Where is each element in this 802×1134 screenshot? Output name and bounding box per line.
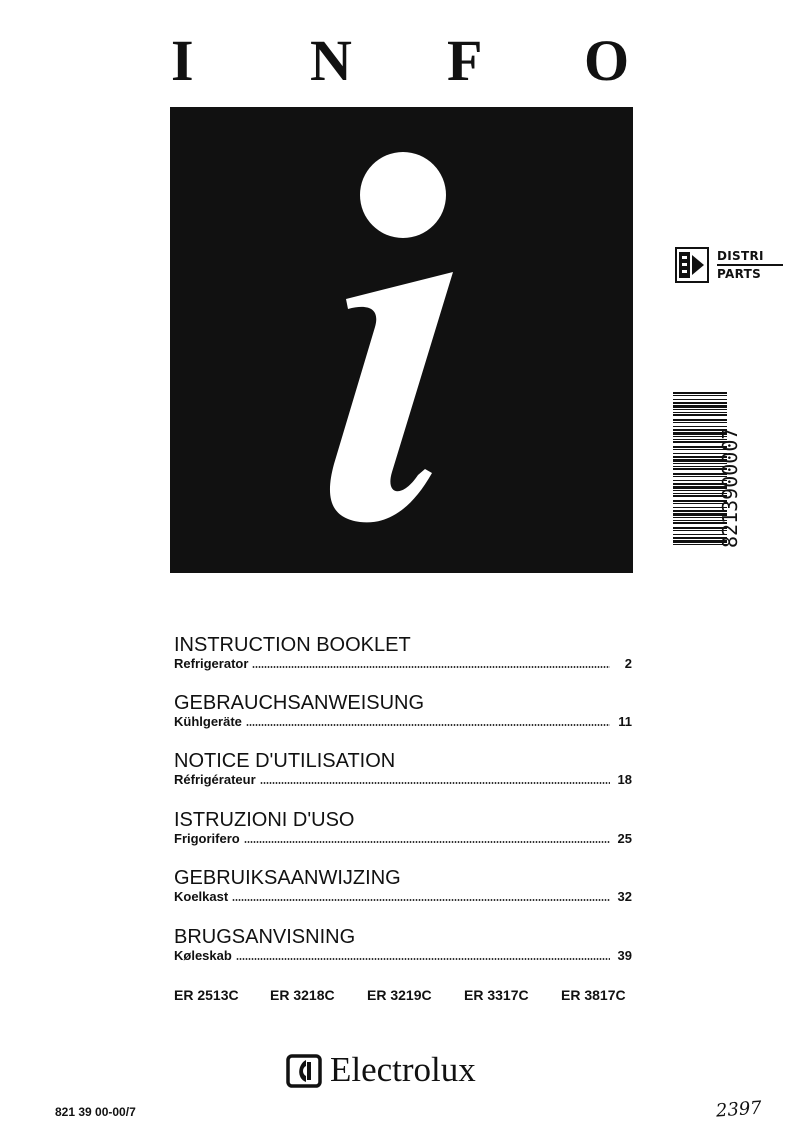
toc-leader xyxy=(236,957,610,961)
header-letter-i: I xyxy=(171,28,194,93)
toc-leader xyxy=(260,781,610,785)
header-letter-o: O xyxy=(584,28,630,93)
toc-heading-da: BRUGSANVISNING xyxy=(174,926,356,948)
brand-name: Electrolux xyxy=(330,1050,476,1089)
barcode-bar xyxy=(673,422,727,423)
header-letter-n: N xyxy=(310,28,352,93)
barcode-bar xyxy=(673,409,727,410)
toc-page-fr: 18 xyxy=(617,772,632,787)
model-number: ER 3219C xyxy=(367,987,432,1003)
toc-leader xyxy=(246,723,610,727)
barcode-bar xyxy=(673,395,727,396)
toc-subject-da: Køleskab xyxy=(174,948,232,963)
toc-row-fr xyxy=(174,772,632,788)
electrolux-logo xyxy=(286,1050,522,1090)
toc-page-en: 2 xyxy=(624,656,632,671)
model-number: ER 3817C xyxy=(561,987,626,1003)
toc-leader xyxy=(244,840,610,844)
toc-heading-de: GEBRAUCHSANWEISUNG xyxy=(174,692,425,714)
toc-heading-it: ISTRUZIONI D'USO xyxy=(174,809,355,831)
toc-row-nl xyxy=(174,889,632,905)
distriparts-emblem-icon xyxy=(675,247,709,283)
toc-subject-en: Refrigerator xyxy=(174,656,249,671)
toc-leader xyxy=(252,665,610,669)
toc-row-en xyxy=(174,656,632,672)
barcode-bar xyxy=(673,426,727,427)
distriparts-line1: DISTRI xyxy=(717,249,764,263)
barcode-bar xyxy=(673,402,727,404)
distriparts-divider xyxy=(717,264,783,266)
toc-row-de xyxy=(174,714,632,730)
toc-heading-en: INSTRUCTION BOOKLET xyxy=(174,634,411,656)
toc-subject-it: Frigorifero xyxy=(174,831,240,846)
electrolux-emblem-icon xyxy=(286,1054,322,1088)
distriparts-line2: PARTS xyxy=(717,267,762,281)
barcode-bar xyxy=(673,419,727,421)
barcode xyxy=(673,392,757,547)
toc-page-nl: 32 xyxy=(617,889,632,904)
info-i-icon xyxy=(170,107,633,573)
barcode-bar xyxy=(673,392,727,394)
barcode-bar xyxy=(673,414,727,416)
toc-row-it xyxy=(174,831,632,847)
toc-row-da xyxy=(174,948,632,964)
model-number: ER 2513C xyxy=(174,987,239,1003)
barcode-number: 8213900007 xyxy=(718,427,742,548)
toc-subject-nl: Koelkast xyxy=(174,889,229,904)
toc-heading-fr: NOTICE D'UTILISATION xyxy=(174,750,396,772)
info-symbol-panel xyxy=(170,107,633,573)
toc-heading-nl: GEBRUIKSAANWIJZING xyxy=(174,867,401,889)
toc-page-da: 39 xyxy=(617,948,632,963)
model-number: ER 3218C xyxy=(270,987,335,1003)
model-number: ER 3317C xyxy=(464,987,529,1003)
toc-subject-fr: Réfrigérateur xyxy=(174,772,256,787)
distriparts-logo xyxy=(675,247,787,285)
toc-page-de: 11 xyxy=(618,714,632,729)
barcode-bar xyxy=(673,399,727,400)
handwritten-note: 2397 xyxy=(715,1097,763,1122)
barcode-bar xyxy=(673,405,727,408)
document-number: 821 39 00-00/7 xyxy=(55,1105,136,1119)
toc-leader xyxy=(232,898,610,902)
barcode-bar xyxy=(673,412,727,413)
toc-page-it: 25 xyxy=(617,831,632,846)
header-letter-f: F xyxy=(447,28,483,93)
toc-subject-de: Kühlgeräte xyxy=(174,714,242,729)
